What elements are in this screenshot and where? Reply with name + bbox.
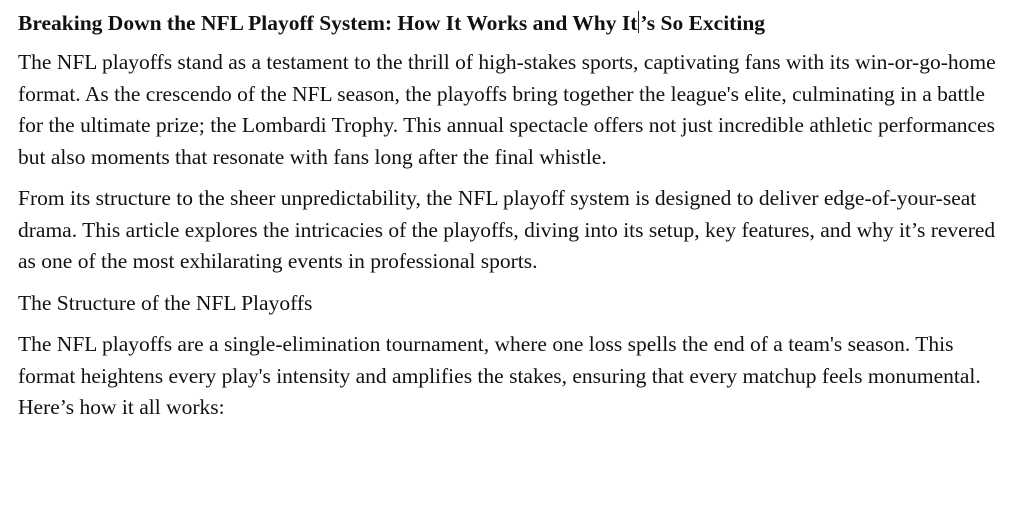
section-heading: The Structure of the NFL Playoffs	[18, 290, 313, 315]
document-body[interactable]	[18, 8, 1014, 434]
title-text-start: Breaking Down the NFL Playoff System: How It Works and Why It	[18, 11, 638, 35]
paragraph-overview: From its structure to the sheer unpredictability, the NFL playoff system is designed to deliver edge-of-your-seat drama. This article explores the intricacies of the playoffs, diving into its setup, key features, and why it’s revered as one of the most exhilarating events in professional sports.	[18, 186, 996, 273]
paragraph-intro: The NFL playoffs stand as a testament to the thrill of high-stakes sports, captivating fans with its win-or-go-home format. As the crescendo of the NFL season, the playoffs bring together the league's elite, culminating in a battle for the ultimate prize; the Lombardi Trophy. This annual spectacle offers not just incredible athletic performances but also moments that resonate with fans long after the final whistle.	[18, 50, 996, 169]
paragraph-structure: The NFL playoffs are a single-elimination tournament, where one loss spells the end of a team's season. This format heightens every play's intensity and amplifies the stakes, ensuring that every matchup feels monumental. Here’s how it all works:	[18, 332, 981, 419]
title-text-end: ’s So Exciting	[640, 11, 766, 35]
document-title	[18, 8, 1014, 38]
